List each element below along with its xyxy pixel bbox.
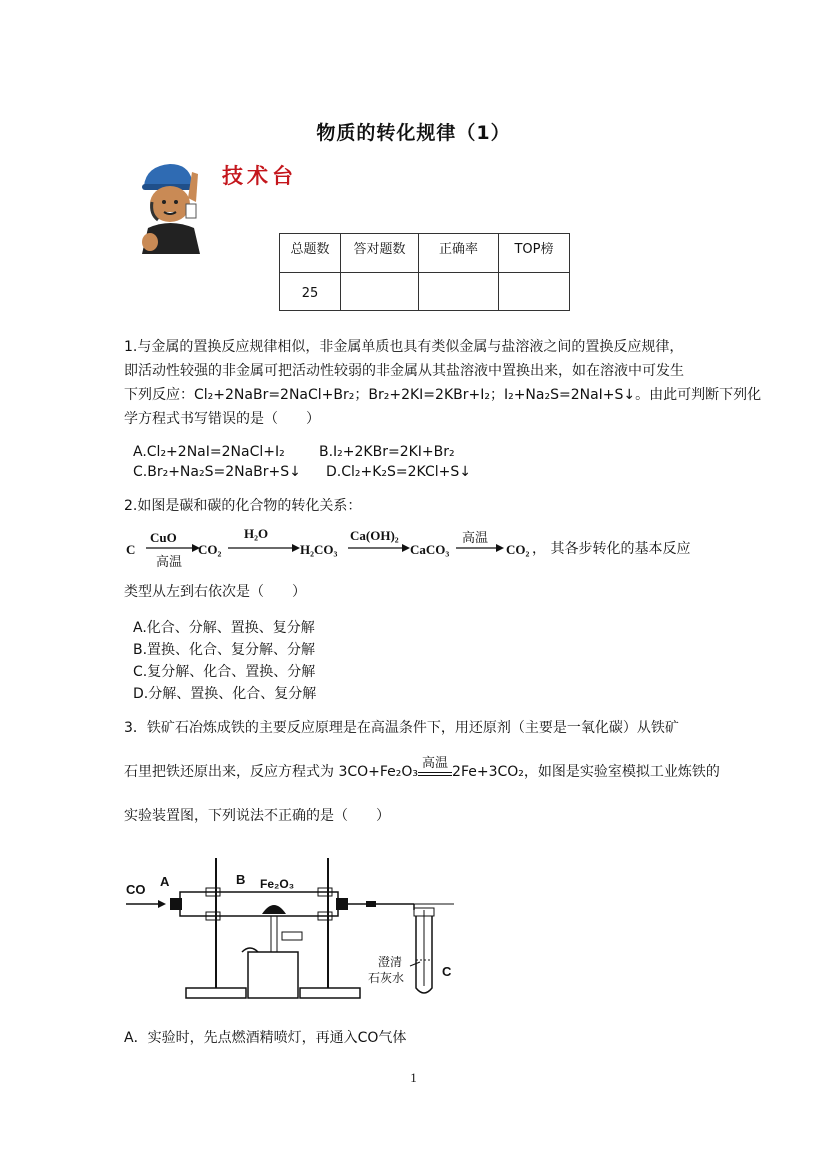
table-cell <box>341 273 419 311</box>
table-header-cell: 正确率 <box>419 234 499 273</box>
chain-product-1: CO₂ <box>198 542 222 557</box>
q1-option-b: B.I₂+2KBr=2KI+Br₂ <box>319 444 455 460</box>
q1-text-line: 1.与金属的置换反应规律相似，非金属单质也具有类似金属与盐溶液之间的置换反应规律， <box>124 339 684 355</box>
chain-tail-text: ， 其各步转化的基本反应 <box>532 541 691 557</box>
page-number: 1 <box>410 1070 417 1085</box>
chain-product-2: H₂CO₃ <box>300 542 338 557</box>
arrow1-top-label: CuO <box>150 530 177 545</box>
q3-equation-prefix: 石里把铁还原出来，反应方程式为 3CO+Fe₂O₃ <box>124 764 419 780</box>
arrow2-top-label: H₂O <box>244 526 269 541</box>
q3-equation-suffix: 2Fe+3CO₂，如图是实验室模拟工业炼铁的 <box>452 764 720 780</box>
q1-text-line: 下列反应：Cl₂+2NaBr=2NaCl+Br₂；Br₂+2KI=2KBr+I₂；I₂+Na₂S=2NaI+S↓。由此可判断下列化 <box>124 387 762 403</box>
fe2o3-label: Fe₂O₃ <box>260 877 295 891</box>
table-cell <box>419 273 499 311</box>
q1-option-c: C.Br₂+Na₂S=2NaBr+S↓ <box>133 464 301 480</box>
q3-option-a: A．实验时，先点燃酒精喷灯，再通入CO气体 <box>124 1030 407 1046</box>
limewater-label-2: 石灰水 <box>368 971 405 985</box>
chain-product-4: CO₂ <box>506 542 530 557</box>
q2-intro: 2.如图是碳和碳的化合物的转化关系： <box>124 498 362 514</box>
table-header-cell: 答对题数 <box>341 234 419 273</box>
label-b: B <box>236 872 246 887</box>
carbon-conversion-chain <box>124 520 724 570</box>
q2-option-b: B.置换、化合、复分解、分解 <box>133 642 316 658</box>
q3-text-line: 3．铁矿石冶炼成铁的主要反应原理是在高温条件下，用还原剂（主要是一氧化碳）从铁矿 <box>124 720 679 736</box>
q2-option-d: D.分解、置换、化合、复分解 <box>133 686 317 702</box>
q1-text-line: 即活动性较强的非金属可把活动性较弱的非金属从其盐溶液中置换出来，如在溶液中可发生 <box>124 363 684 379</box>
q1-option-d: D.Cl₂+K₂S=2KCl+S↓ <box>326 464 471 480</box>
limewater-label-1: 澄清 <box>378 955 403 969</box>
table-header-cell: 总题数 <box>280 234 341 273</box>
q3-text-line: 实验装置图，下列说法不正确的是（ ） <box>124 808 390 824</box>
q1-text-line: 学方程式书写错误的是（ ） <box>124 411 320 427</box>
q2-option-a: A.化合、分解、置换、复分解 <box>133 620 315 636</box>
q2-text-line: 类型从左到右依次是（ ） <box>124 584 306 600</box>
stats-table <box>279 233 570 311</box>
q3-condition-label: 高温 <box>422 756 449 771</box>
label-c: C <box>442 964 452 979</box>
q2-option-c: C.复分解、化合、置换、分解 <box>133 664 316 680</box>
section-header-label: 技术台 <box>222 163 297 188</box>
q3-equation-condition <box>418 756 452 776</box>
arrow1-bottom-label: 高温 <box>156 554 183 569</box>
q1-option-a: A.Cl₂+2NaI=2NaCl+I₂ <box>133 444 285 460</box>
chain-product-3: CaCO₃ <box>410 542 450 557</box>
table-cell: 25 <box>280 273 341 311</box>
arrow3-top-label: Ca(OH)₂ <box>350 528 399 543</box>
ironmaking-apparatus-diagram <box>124 848 464 1008</box>
label-a: A <box>160 874 170 889</box>
table-row <box>280 273 570 311</box>
chain-start: C <box>126 542 136 557</box>
q3-text-line-2 <box>124 756 720 782</box>
table-cell <box>499 273 570 311</box>
table-row <box>280 234 570 273</box>
co-label: CO <box>126 882 146 897</box>
page-title: 物质的转化规律（1） <box>316 122 511 144</box>
arrow4-top-label: 高温 <box>462 530 489 545</box>
table-header-cell: TOP榜 <box>499 234 570 273</box>
mascot-illustration <box>136 158 216 258</box>
